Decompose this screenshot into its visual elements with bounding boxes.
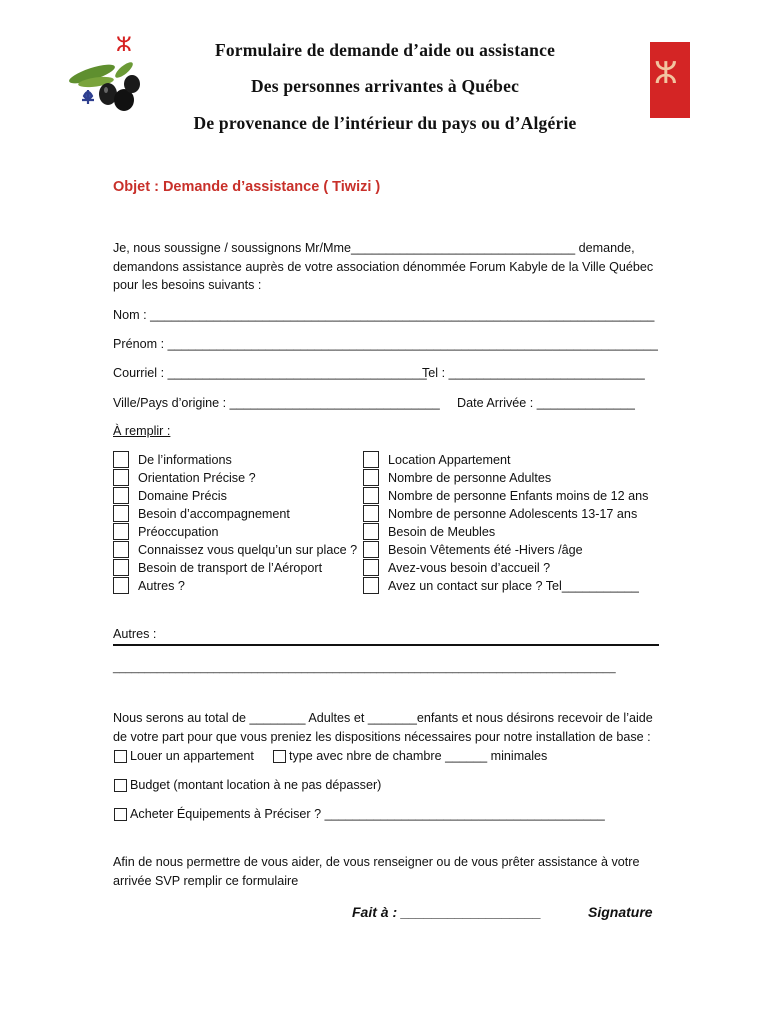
checkbox[interactable] <box>113 487 129 504</box>
closing-line-2: arrivée SVP remplir ce formulaire <box>113 874 299 888</box>
total-line-2: de votre part pour que vous preniez les dispositions nécessaires pour notre installation de base : <box>113 730 651 744</box>
title-line-1: Formulaire de demande d’aide ou assistance <box>214 40 556 60</box>
checklist-item: De l’informations <box>138 453 232 467</box>
date-arrivee-field[interactable]: Date Arrivée : ______________ <box>457 396 635 410</box>
title-line-2: Des personnes arrivantes à Québec <box>250 76 520 96</box>
checklist-item: Besoin de transport de l’Aéroport <box>138 561 323 575</box>
checkbox[interactable] <box>363 469 379 486</box>
checklist-item: Préoccupation <box>138 525 219 539</box>
checklist-item: Besoin de Meubles <box>388 525 496 539</box>
checkbox[interactable] <box>363 541 379 558</box>
yaz-symbol-icon: ⵣ <box>116 32 132 56</box>
total-line-1[interactable]: Nous serons au total de ________ Adultes et _______enfants et nous désirons recevoir de l’aide <box>113 711 653 725</box>
yaz-symbol-red-flag-icon: ⵣ <box>650 42 690 118</box>
checkbox[interactable] <box>363 577 379 594</box>
checkbox[interactable] <box>363 487 379 504</box>
checklist-item: Avez un contact sur place ? Tel___________ <box>388 579 639 593</box>
type-checkbox[interactable] <box>273 750 286 763</box>
budget-checkbox[interactable] <box>114 779 127 792</box>
checklist-item: Orientation Précise ? <box>138 471 256 485</box>
courriel-field[interactable]: Courriel : _____________________________________ <box>113 366 427 380</box>
checkbox[interactable] <box>113 541 129 558</box>
type-label[interactable]: type avec nbre de chambre ______ minimales <box>289 749 548 763</box>
checklist-item: Nombre de personne Adolescents 13-17 ans <box>388 507 638 521</box>
tel-field[interactable]: Tel : ____________________________ <box>422 366 645 380</box>
checklist-item: Besoin d’accompagnement <box>138 507 290 521</box>
checklist-item: Nombre de personne Enfants moins de 12 ans <box>388 489 649 503</box>
louer-label: Louer un appartement <box>130 749 254 763</box>
intro-line-2: demandons assistance auprès de votre association dénommée Forum Kabyle de la Ville Québec <box>113 260 654 274</box>
checkbox[interactable] <box>113 577 129 594</box>
budget-label: Budget (montant location à ne pas dépasser) <box>130 778 382 792</box>
checkbox[interactable] <box>113 559 129 576</box>
checkbox[interactable] <box>363 451 379 468</box>
acheter-checkbox[interactable] <box>114 808 127 821</box>
checkbox[interactable] <box>363 523 379 540</box>
checkbox[interactable] <box>113 451 129 468</box>
closing-line-1: Afin de nous permettre de vous aider, de vous renseigner ou de vous prêter assistance à votre <box>113 855 640 869</box>
autres-line[interactable] <box>113 644 659 646</box>
checkbox[interactable] <box>113 523 129 540</box>
checklist-item: Location Appartement <box>388 453 511 467</box>
checklist-item: Autres ? <box>138 579 185 593</box>
checkbox[interactable] <box>113 505 129 522</box>
remplir-label: À remplir : <box>113 424 171 438</box>
checkbox[interactable] <box>113 469 129 486</box>
checklist-item: Besoin Vêtements été -Hivers /âge <box>388 543 583 557</box>
checkbox[interactable] <box>363 505 379 522</box>
intro-line-1: Je, nous soussigne / soussignons Mr/Mme________________________________ demande, <box>113 241 635 255</box>
nom-field[interactable]: Nom : ________________________________________________________________________ <box>113 308 655 322</box>
intro-line-3: pour les besoins suivants : <box>113 278 262 292</box>
acheter-label[interactable]: Acheter Équipements à Préciser ? ________________________________________ <box>130 807 605 821</box>
checklist-item: Nombre de personne Adultes <box>388 471 552 485</box>
objet-heading: Objet : Demande d’assistance ( Tiwizi ) <box>113 179 381 195</box>
autres-label: Autres : <box>113 627 157 641</box>
signature-label: Signature <box>588 904 653 920</box>
checklist-item: Domaine Précis <box>138 489 227 503</box>
title-line-3: De provenance de l’intérieur du pays ou d’Algérie <box>193 113 577 133</box>
prenom-field[interactable]: Prénom : ______________________________________________________________________ <box>113 337 658 351</box>
checkbox[interactable] <box>363 559 379 576</box>
checklist-item: Connaissez vous quelqu’un sur place ? <box>138 543 358 557</box>
ville-field[interactable]: Ville/Pays d’origine : ______________________________ <box>113 396 440 410</box>
fait-a-field[interactable]: Fait à : __________________ <box>352 904 542 920</box>
louer-checkbox[interactable] <box>114 750 127 763</box>
autres-line-2[interactable]: ________________________________________________________________________________ <box>113 662 616 674</box>
checklist-item: Avez-vous besoin d’accueil ? <box>388 561 551 575</box>
